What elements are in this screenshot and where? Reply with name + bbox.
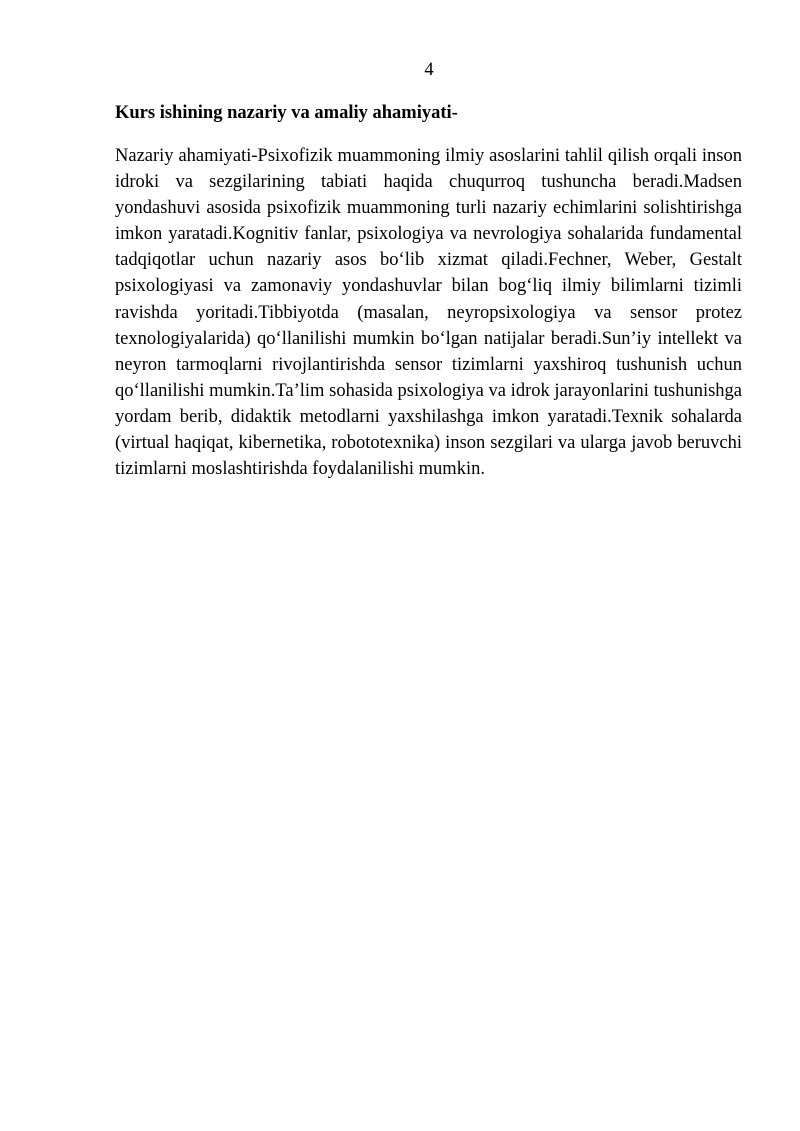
page-number: 4: [424, 60, 434, 80]
body-paragraph: Nazariy ahamiyati-Psixofizik muammoning ilmiy asoslarini tahlil qilish orqali inson idroki va sezgilarining tabiati haqida chuqurroq tushuncha beradi.Madsen yondashuvi asosida psixofizik muammoning turli nazariy echimlarini solishtirishga imkon yaratadi.Kognitiv fanlar, psixologiya va nevrologiya sohalarida fundamental tadqiqotlar uchun nazariy asos bo‘lib xizmat qiladi.Fechner, Weber, Gestalt psixologiyasi va zamonaviy yondashuvlar bilan bog‘liq ilmiy bilimlarni tizimli ravishda yoritadi.Tibbiyotda (masalan, neyropsixologiya va sensor protez texnologiyalarida) qo‘llanilishi mumkin bo‘lgan natijalar beradi.Sun’iy intellekt va neyron tarmoqlarni rivojlantirishda sensor tizimlarni yaxshiroq tushunish uchun qo‘llanilishi mumkin.Ta’lim sohasida psixologiya va idrok jarayonlarini tushunishga yordam berib, didaktik metodlarni yaxshilashga imkon yaratadi.Texnik sohalarda (virtual haqiqat, kibernetika, robototexnika) inson sezgilari va ularga javob beruvchi tizimlarni moslashtirishda foydalanilishi mumkin.: [115, 146, 742, 480]
section-heading: Kurs ishining nazariy va amaliy ahamiyati-: [115, 103, 458, 123]
